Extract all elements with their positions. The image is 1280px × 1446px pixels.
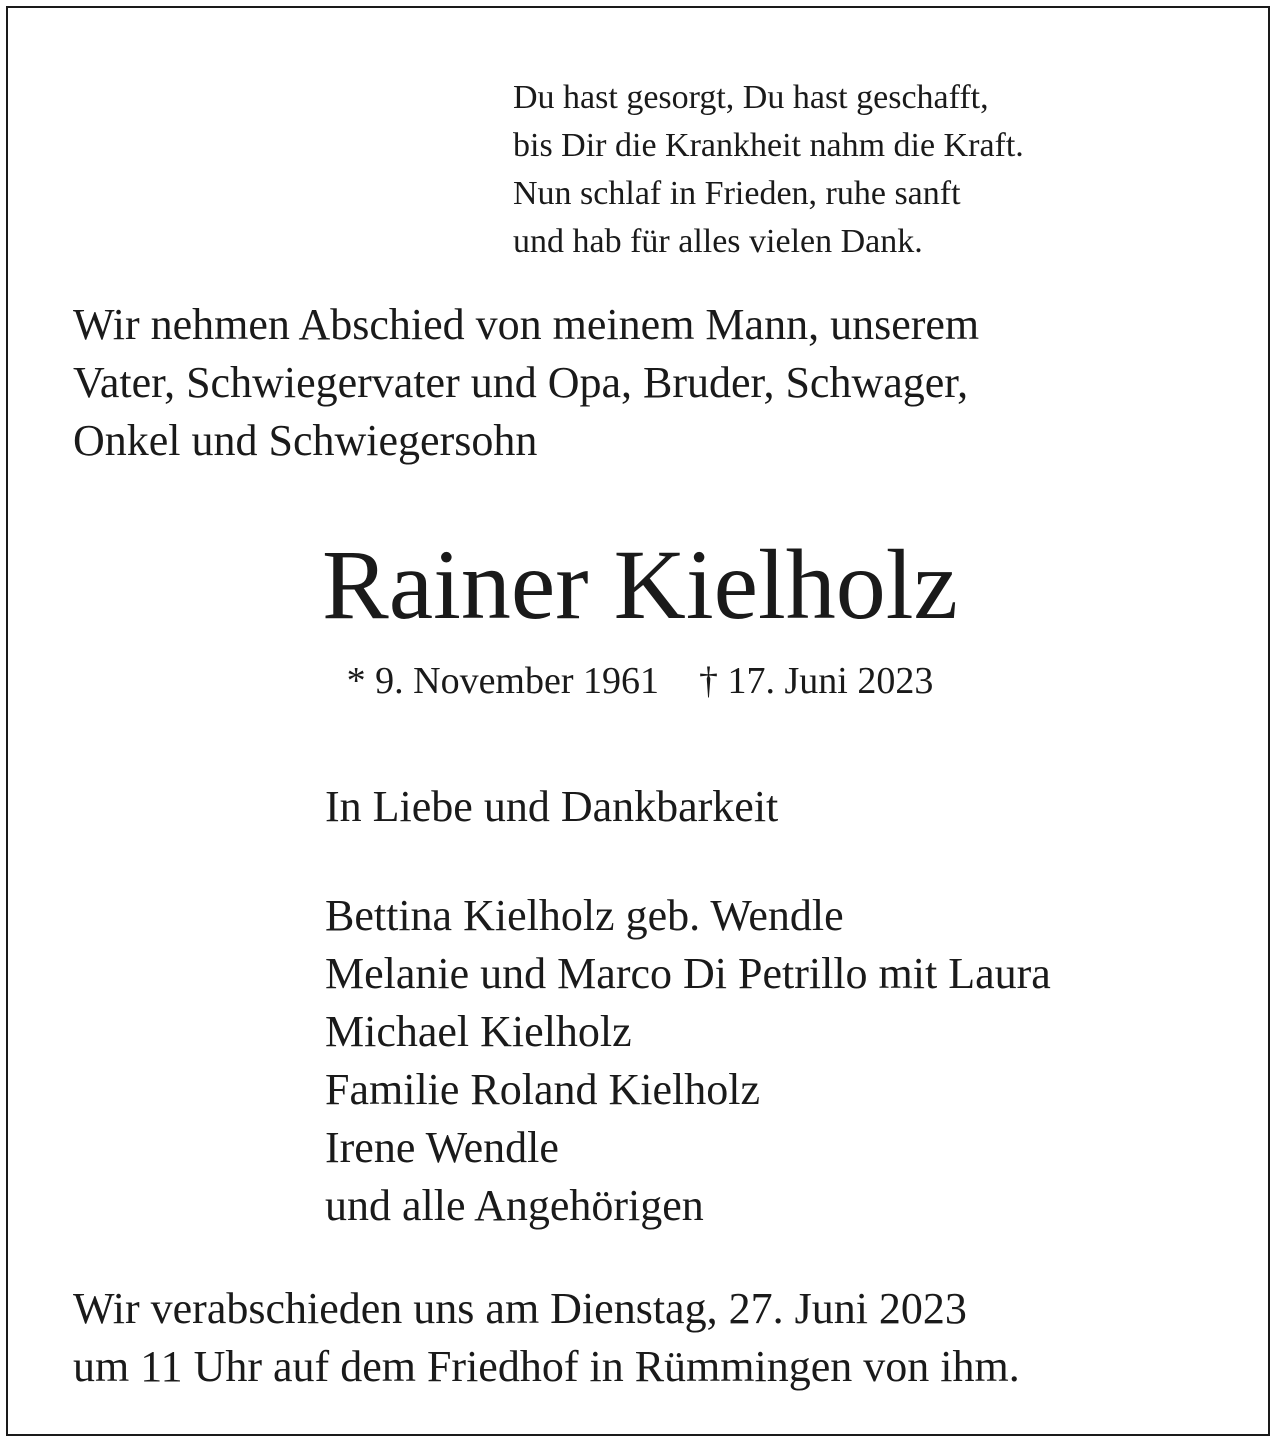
funeral-line: Wir verabschieden uns am Dienstag, 27. Juni 2023 — [73, 1284, 967, 1333]
death-date: † 17. Juni 2023 — [699, 660, 934, 702]
life-dates — [0, 658, 1280, 704]
mourners-list — [325, 887, 1051, 1235]
mourner-entry: Michael Kielholz — [325, 1007, 632, 1056]
intro-line: Vater, Schwiegervater und Opa, Bruder, Schwager, — [73, 358, 969, 407]
funeral-line: um 11 Uhr auf dem Friedhof in Rümmingen von ihm. — [73, 1342, 1020, 1391]
poem-line: Du hast gesorgt, Du hast geschafft, — [513, 79, 989, 116]
deceased-name: Rainer Kielholz — [322, 529, 958, 640]
intro-line: Wir nehmen Abschied von meinem Mann, unserem — [73, 300, 980, 349]
signoff-line: In Liebe und Dankbarkeit — [325, 782, 779, 831]
mourner-entry: Melanie und Marco Di Petrillo mit Laura — [325, 949, 1051, 998]
poem-line: bis Dir die Krankheit nahm die Kraft. — [513, 127, 1024, 164]
memorial-poem — [513, 74, 1024, 266]
farewell-intro — [73, 296, 979, 470]
intro-line: Onkel und Schwiegersohn — [73, 416, 538, 465]
poem-line: Nun schlaf in Frieden, ruhe sanft — [513, 175, 961, 212]
mourner-entry: und alle Angehörigen — [325, 1181, 704, 1230]
mourner-entry: Irene Wendle — [325, 1123, 559, 1172]
mourner-entry: Bettina Kielholz geb. Wendle — [325, 891, 844, 940]
mourner-entry: Familie Roland Kielholz — [325, 1065, 761, 1114]
funeral-details — [73, 1280, 1020, 1396]
birth-date: * 9. November 1961 — [346, 660, 660, 702]
poem-line: und hab für alles vielen Dank. — [513, 223, 923, 260]
